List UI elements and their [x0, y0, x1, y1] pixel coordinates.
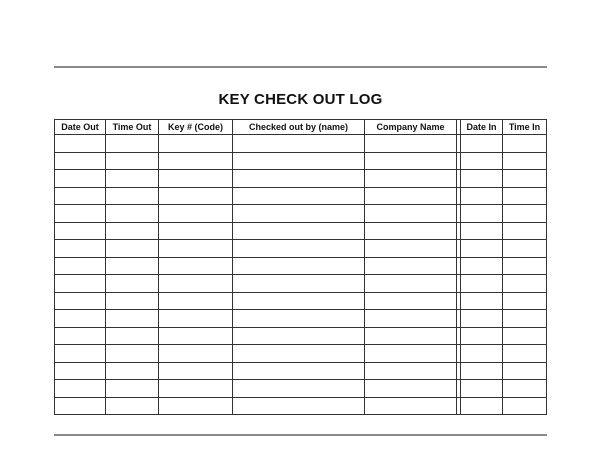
company-name-cell[interactable]: [365, 240, 457, 258]
company-name-cell[interactable]: [365, 397, 457, 415]
time-in-cell[interactable]: [503, 257, 547, 275]
table-row: [55, 362, 547, 380]
time-out-cell[interactable]: [106, 205, 159, 223]
key-code-cell[interactable]: [159, 362, 233, 380]
checked-out-by-cell[interactable]: [233, 380, 365, 398]
date-out-cell[interactable]: [55, 362, 106, 380]
time-out-cell[interactable]: [106, 135, 159, 153]
table-row: [55, 327, 547, 345]
company-name-cell[interactable]: [365, 170, 457, 188]
key-code-cell[interactable]: [159, 240, 233, 258]
table-row: [55, 345, 547, 363]
date-in-cell[interactable]: [461, 327, 503, 345]
time-in-cell[interactable]: [503, 135, 547, 153]
key-code-cell[interactable]: [159, 397, 233, 415]
company-name-cell[interactable]: [365, 135, 457, 153]
table-row: [55, 222, 547, 240]
key-code-cell[interactable]: [159, 135, 233, 153]
time-in-cell[interactable]: [503, 310, 547, 328]
time-in-cell[interactable]: [503, 187, 547, 205]
time-out-cell[interactable]: [106, 187, 159, 205]
company-name-cell[interactable]: [365, 345, 457, 363]
date-in-cell[interactable]: [461, 345, 503, 363]
company-name-cell[interactable]: [365, 380, 457, 398]
date-in-cell[interactable]: [461, 275, 503, 293]
checked-out-by-cell[interactable]: [233, 345, 365, 363]
date-out-cell[interactable]: [55, 187, 106, 205]
table-row: [55, 397, 547, 415]
date-out-cell[interactable]: [55, 310, 106, 328]
date-out-cell[interactable]: [55, 275, 106, 293]
checked-out-by-cell[interactable]: [233, 205, 365, 223]
company-name-cell[interactable]: [365, 205, 457, 223]
company-name-cell[interactable]: [365, 275, 457, 293]
date-in-cell[interactable]: [461, 135, 503, 153]
column-header-key-code: Key # (Code): [159, 120, 233, 135]
time-in-cell[interactable]: [503, 380, 547, 398]
time-in-cell[interactable]: [503, 362, 547, 380]
column-header-date-in: Date In: [461, 120, 503, 135]
company-name-cell[interactable]: [365, 292, 457, 310]
time-out-cell[interactable]: [106, 240, 159, 258]
time-out-cell[interactable]: [106, 222, 159, 240]
checked-out-by-cell[interactable]: [233, 257, 365, 275]
time-out-cell[interactable]: [106, 275, 159, 293]
time-in-cell[interactable]: [503, 275, 547, 293]
key-log-table: [54, 119, 547, 415]
date-out-cell[interactable]: [55, 345, 106, 363]
time-out-cell[interactable]: [106, 345, 159, 363]
table-row: [55, 187, 547, 205]
table-row: [55, 257, 547, 275]
checked-out-by-cell[interactable]: [233, 292, 365, 310]
time-in-cell[interactable]: [503, 327, 547, 345]
date-in-cell[interactable]: [461, 152, 503, 170]
column-header-checked-out-by: Checked out by (name): [233, 120, 365, 135]
key-code-cell[interactable]: [159, 222, 233, 240]
time-out-cell[interactable]: [106, 310, 159, 328]
company-name-cell[interactable]: [365, 222, 457, 240]
checked-out-by-cell[interactable]: [233, 187, 365, 205]
top-divider: [54, 66, 547, 68]
document-title: KEY CHECK OUT LOG: [218, 91, 383, 108]
key-code-cell[interactable]: [159, 205, 233, 223]
key-code-cell[interactable]: [159, 345, 233, 363]
time-in-cell[interactable]: [503, 397, 547, 415]
time-in-cell[interactable]: [503, 345, 547, 363]
key-code-cell[interactable]: [159, 327, 233, 345]
header-row: [55, 120, 547, 135]
date-out-cell[interactable]: [55, 380, 106, 398]
time-out-cell[interactable]: [106, 327, 159, 345]
checked-out-by-cell[interactable]: [233, 240, 365, 258]
company-name-cell[interactable]: [365, 257, 457, 275]
date-in-cell[interactable]: [461, 292, 503, 310]
table-row: [55, 205, 547, 223]
checked-out-by-cell[interactable]: [233, 170, 365, 188]
table-row: [55, 135, 547, 153]
key-code-cell[interactable]: [159, 170, 233, 188]
date-in-cell[interactable]: [461, 170, 503, 188]
company-name-cell[interactable]: [365, 310, 457, 328]
log-body: [55, 135, 547, 415]
checked-out-by-cell[interactable]: [233, 310, 365, 328]
key-code-cell[interactable]: [159, 292, 233, 310]
date-in-cell[interactable]: [461, 310, 503, 328]
key-code-cell[interactable]: [159, 310, 233, 328]
company-name-cell[interactable]: [365, 152, 457, 170]
date-out-cell[interactable]: [55, 170, 106, 188]
key-code-cell[interactable]: [159, 257, 233, 275]
date-out-cell[interactable]: [55, 240, 106, 258]
time-out-cell[interactable]: [106, 397, 159, 415]
company-name-cell[interactable]: [365, 327, 457, 345]
time-out-cell[interactable]: [106, 362, 159, 380]
checked-out-by-cell[interactable]: [233, 397, 365, 415]
time-in-cell[interactable]: [503, 170, 547, 188]
column-header-company-name: Company Name: [365, 120, 457, 135]
date-in-cell[interactable]: [461, 257, 503, 275]
column-header-date-out: Date Out: [55, 120, 106, 135]
time-in-cell[interactable]: [503, 222, 547, 240]
date-in-cell[interactable]: [461, 240, 503, 258]
checked-out-by-cell[interactable]: [233, 327, 365, 345]
company-name-cell[interactable]: [365, 187, 457, 205]
key-code-cell[interactable]: [159, 275, 233, 293]
time-out-cell[interactable]: [106, 257, 159, 275]
table-row: [55, 152, 547, 170]
date-in-cell[interactable]: [461, 362, 503, 380]
time-in-cell[interactable]: [503, 292, 547, 310]
time-in-cell[interactable]: [503, 152, 547, 170]
time-out-cell[interactable]: [106, 152, 159, 170]
checked-out-by-cell[interactable]: [233, 275, 365, 293]
checked-out-by-cell[interactable]: [233, 135, 365, 153]
table-row: [55, 275, 547, 293]
date-in-cell[interactable]: [461, 205, 503, 223]
date-in-cell[interactable]: [461, 222, 503, 240]
date-out-cell[interactable]: [55, 257, 106, 275]
date-out-cell[interactable]: [55, 135, 106, 153]
date-out-cell[interactable]: [55, 292, 106, 310]
checked-out-by-cell[interactable]: [233, 152, 365, 170]
time-out-cell[interactable]: [106, 380, 159, 398]
column-header-time-in: Time In: [503, 120, 547, 135]
date-out-cell[interactable]: [55, 152, 106, 170]
date-out-cell[interactable]: [55, 397, 106, 415]
date-out-cell[interactable]: [55, 222, 106, 240]
time-in-cell[interactable]: [503, 205, 547, 223]
table-row: [55, 310, 547, 328]
time-out-cell[interactable]: [106, 170, 159, 188]
table-row: [55, 292, 547, 310]
key-code-cell[interactable]: [159, 380, 233, 398]
date-in-cell[interactable]: [461, 397, 503, 415]
key-code-cell[interactable]: [159, 152, 233, 170]
time-in-cell[interactable]: [503, 240, 547, 258]
table-row: [55, 240, 547, 258]
time-out-cell[interactable]: [106, 292, 159, 310]
key-code-cell[interactable]: [159, 187, 233, 205]
checked-out-by-cell[interactable]: [233, 222, 365, 240]
date-in-cell[interactable]: [461, 187, 503, 205]
company-name-cell[interactable]: [365, 362, 457, 380]
checked-out-by-cell[interactable]: [233, 362, 365, 380]
date-out-cell[interactable]: [55, 327, 106, 345]
date-out-cell[interactable]: [55, 205, 106, 223]
table-row: [55, 380, 547, 398]
bottom-divider: [54, 434, 547, 436]
column-header-time-out: Time Out: [106, 120, 159, 135]
table-row: [55, 170, 547, 188]
date-in-cell[interactable]: [461, 380, 503, 398]
